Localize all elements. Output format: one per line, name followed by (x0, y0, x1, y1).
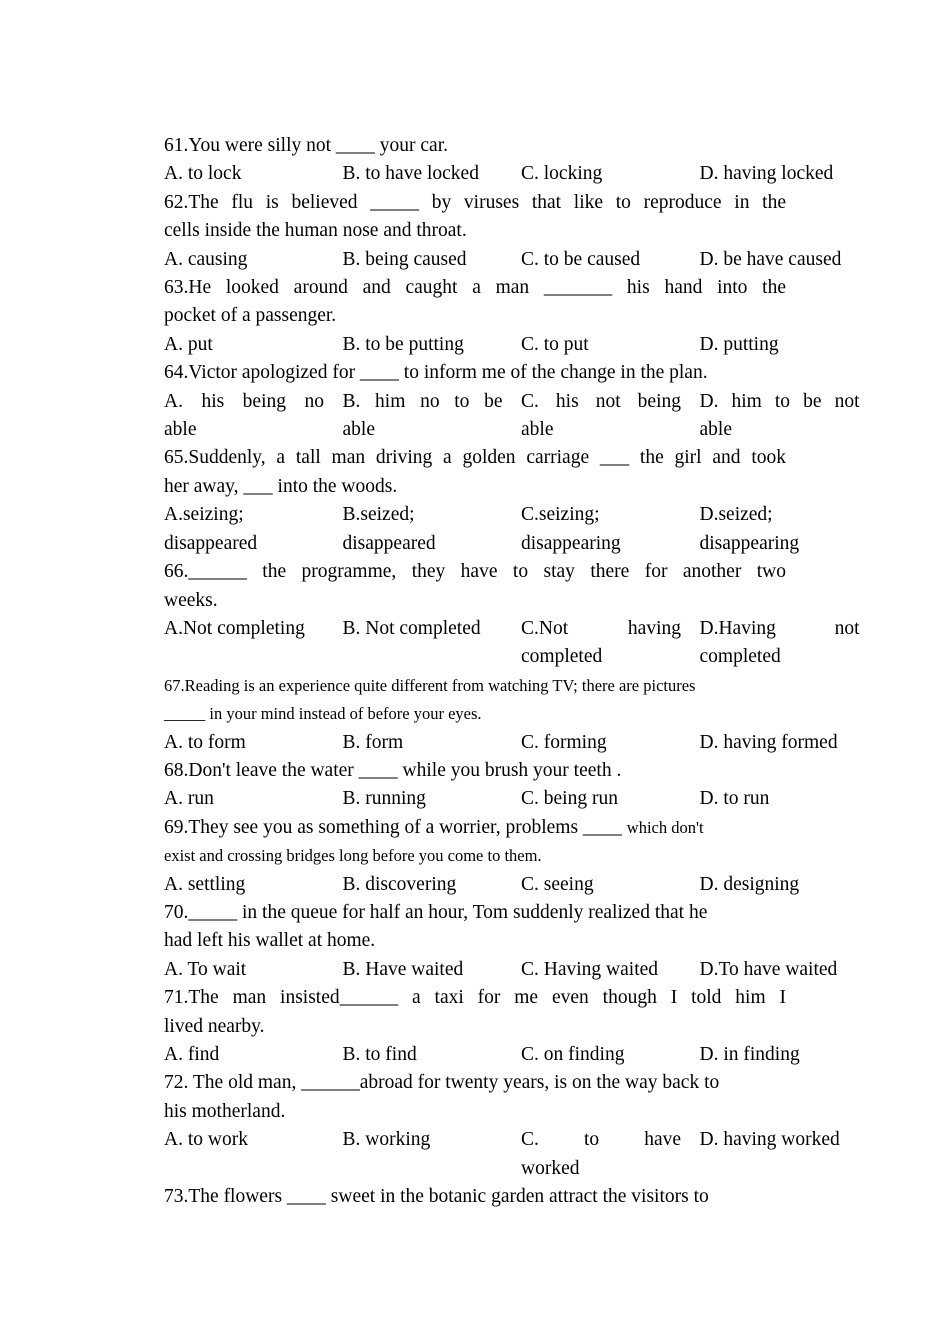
option-a (164, 501, 324, 558)
option-b: B. form (342, 731, 404, 753)
option-d: D. designing (699, 873, 800, 895)
question-text: 67.Reading is an experience quite different from watching TV; there are pictures (164, 675, 696, 695)
question-text: 66.______ the programme, they have to stay there for another two (164, 561, 786, 583)
option-d: D. having locked (699, 163, 834, 185)
option-b-line1: B. Not completed (342, 617, 481, 639)
option-a: A. causing (164, 248, 248, 270)
option-c-line2: disappearing (521, 532, 621, 554)
option-c-line1: C. to have (521, 1129, 681, 1151)
option-d-line2: completed (699, 646, 781, 668)
option-b-line2: disappeared (342, 532, 436, 554)
question-68 (164, 757, 860, 814)
option-d (700, 388, 860, 445)
option-c: C. forming (521, 731, 607, 753)
option-a (164, 615, 324, 672)
option-c: C. on finding (521, 1044, 625, 1065)
question-text: 64.Victor apologized for ____ to inform me of the change in the plan. (164, 362, 708, 384)
option-c: C. to put (521, 333, 589, 355)
option-d: D. be have caused (699, 248, 842, 270)
option-a: A. find (164, 1044, 220, 1065)
options-row (164, 1041, 860, 1069)
question-text-cont: _____ in your mind instead of before your eyes. (164, 704, 482, 724)
option-c (521, 501, 681, 558)
option-b (343, 501, 503, 558)
question-text-cont: his motherland. (164, 1100, 286, 1122)
option-b-line1: B.seized; (342, 504, 415, 526)
option-c: C. locking (521, 163, 603, 185)
option-c: C. to be caused (521, 248, 641, 270)
option-b: B. to be putting (342, 333, 464, 355)
option-b: B. running (342, 788, 426, 810)
option-d-line1: D. having worked (699, 1129, 840, 1151)
question-63 (164, 274, 860, 359)
question-text: 72. The old man, ______abroad for twenty years, is on the way back to (164, 1072, 720, 1094)
option-b (343, 388, 503, 445)
option-b: B. to have locked (342, 163, 479, 185)
question-61 (164, 132, 860, 189)
option-a: A. to lock (164, 163, 242, 185)
option-b (343, 1126, 503, 1183)
option-d: D. putting (699, 333, 779, 355)
question-text: 73.The flowers ____ sweet in the botanic garden attract the visitors to (164, 1186, 709, 1208)
question-text-small: which don't (626, 817, 704, 837)
options-row (164, 388, 860, 445)
option-b: B. Have waited (342, 958, 464, 980)
option-a-line1: A. to work (164, 1129, 248, 1151)
question-text: 68.Don't leave the water ____ while you brush your teeth . (164, 759, 622, 781)
option-d: D. in finding (699, 1044, 800, 1065)
option-c-line1: C.seizing; (521, 504, 600, 526)
question-text-cont: exist and crossing bridges long before you come to them. (164, 846, 542, 866)
option-b-line1: B. working (342, 1129, 431, 1151)
question-65 (164, 444, 860, 558)
option-a (164, 388, 324, 445)
option-c (521, 1126, 681, 1183)
option-b-line1: B. him no to be (342, 390, 503, 412)
option-a-line2: disappeared (164, 532, 258, 554)
option-d (700, 615, 860, 672)
options-row (164, 871, 860, 899)
question-73 (164, 1183, 860, 1211)
option-a-line1: A.Not completing (164, 617, 305, 639)
question-69 (164, 814, 860, 899)
option-d: D.To have waited (699, 958, 838, 980)
option-d-line2: able (699, 419, 732, 441)
question-text-cont: her away, ___ into the woods. (164, 475, 398, 497)
option-d-line1: D.seized; (699, 504, 773, 526)
option-a (164, 1126, 324, 1183)
question-text: 65.Suddenly, a tall man driving a golden carriage ___ the girl and took (164, 447, 786, 469)
options-row (164, 246, 860, 274)
option-c: C. seeing (521, 873, 594, 895)
option-b: B. to find (342, 1044, 417, 1065)
option-b-line2: able (342, 419, 375, 441)
options-row (164, 615, 860, 672)
question-text-cont: weeks. (164, 589, 218, 611)
question-text-main: 69.They see you as something of a worrier, problems ____ (164, 816, 622, 838)
option-c: C. Having waited (521, 958, 659, 980)
options-row (164, 956, 860, 984)
question-text: 70._____ in the queue for half an hour, Tom suddenly realized that he (164, 901, 708, 923)
option-a: A. run (164, 788, 214, 810)
option-b: B. discovering (342, 873, 457, 895)
question-text: 61.You were silly not ____ your car. (164, 135, 448, 156)
option-c-line2: worked (521, 1157, 580, 1179)
option-d (700, 501, 860, 558)
option-d-line1: D. him to be not (699, 390, 860, 412)
question-text-cont: lived nearby. (164, 1015, 265, 1037)
option-c-line1: C. his not being (521, 390, 681, 412)
question-text: 63.He looked around and caught a man _______ his hand into the (164, 277, 786, 299)
option-a: A. settling (164, 873, 246, 895)
option-d (700, 1126, 860, 1183)
option-c (521, 615, 681, 672)
option-a: A. to form (164, 731, 246, 753)
options-row (164, 1126, 860, 1183)
option-d-line2: disappearing (699, 532, 800, 554)
options-row (164, 331, 860, 359)
option-d-line1: D.Having not (699, 617, 860, 639)
question-64 (164, 359, 860, 444)
option-c (521, 388, 681, 445)
option-c-line2: able (521, 419, 554, 441)
exercise-content (164, 132, 860, 1211)
option-c: C. being run (521, 788, 618, 810)
option-c-line2: completed (521, 646, 603, 668)
option-b: B. being caused (342, 248, 467, 270)
options-row (164, 160, 860, 188)
option-d: D. to run (699, 788, 770, 810)
question-66 (164, 558, 860, 672)
question-67 (164, 672, 860, 757)
question-text: 71.The man insisted______ a taxi for me even though I told him I (164, 987, 786, 1009)
question-text-cont: pocket of a passenger. (164, 305, 337, 327)
option-a: A. put (164, 333, 213, 355)
option-a: A. To wait (164, 958, 247, 980)
question-text-cont: had left his wallet at home. (164, 930, 376, 952)
question-text (164, 814, 860, 842)
option-d: D. having formed (699, 731, 838, 753)
question-62 (164, 189, 860, 274)
options-row (164, 785, 860, 813)
option-b (343, 615, 503, 672)
options-row (164, 501, 860, 558)
option-a-line1: A.seizing; (164, 504, 244, 526)
question-text-cont: cells inside the human nose and throat. (164, 220, 467, 242)
option-a-line1: A. his being no (164, 390, 324, 412)
options-row (164, 729, 860, 757)
question-71 (164, 984, 860, 1069)
question-70 (164, 899, 860, 984)
question-72 (164, 1069, 860, 1183)
question-text: 62.The flu is believed _____ by viruses that like to reproduce in the (164, 191, 786, 213)
option-a-line2: able (164, 419, 197, 441)
option-c-line1: C.Not having (521, 617, 681, 639)
